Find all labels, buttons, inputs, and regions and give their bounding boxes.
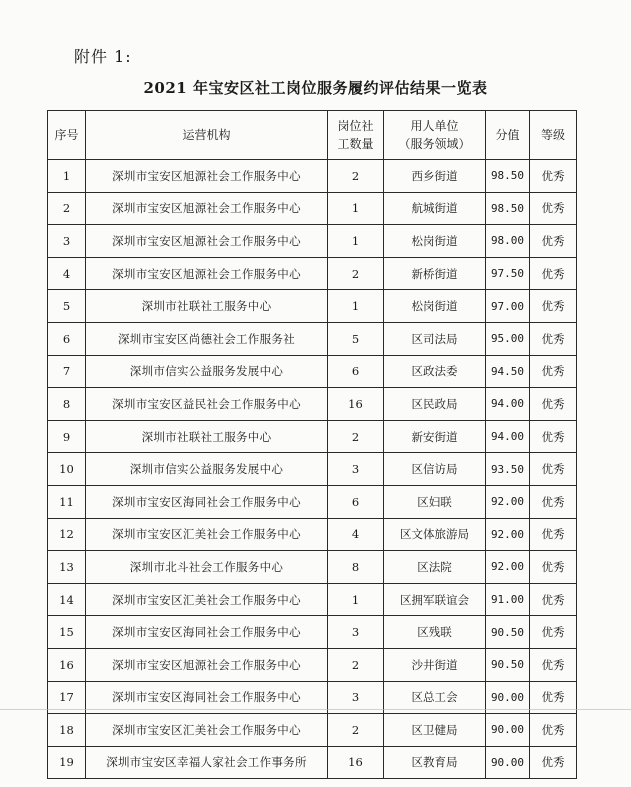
cell-grade: 优秀 xyxy=(530,257,577,290)
table-row xyxy=(48,551,577,584)
cell-seq: 14 xyxy=(48,583,86,616)
table-header-row xyxy=(48,111,577,160)
cell-unit: 区残联 xyxy=(384,616,486,649)
cell-score: 94.00 xyxy=(486,420,530,453)
table-row xyxy=(48,746,577,779)
cell-org: 深圳市宝安区海同社会工作服务中心 xyxy=(86,681,328,714)
cell-grade: 优秀 xyxy=(530,160,577,193)
header-seq: 序号 xyxy=(48,111,86,160)
cell-unit: 区文体旅游局 xyxy=(384,518,486,551)
cell-org: 深圳市宝安区尚德社会工作服务社 xyxy=(86,322,328,355)
cell-score: 90.00 xyxy=(486,681,530,714)
cell-score: 94.50 xyxy=(486,355,530,388)
table-row xyxy=(48,388,577,421)
cell-count: 3 xyxy=(328,681,384,714)
cell-score: 97.00 xyxy=(486,290,530,323)
cell-score: 97.50 xyxy=(486,257,530,290)
cell-grade: 优秀 xyxy=(530,681,577,714)
page-title: 2021 年宝安区社工岗位服务履约评估结果一览表 xyxy=(143,79,488,97)
cell-count: 1 xyxy=(328,225,384,258)
cell-unit: 区信访局 xyxy=(384,453,486,486)
cell-seq: 18 xyxy=(48,714,86,747)
cell-grade: 优秀 xyxy=(530,388,577,421)
cell-grade: 优秀 xyxy=(530,551,577,584)
table-row xyxy=(48,355,577,388)
cell-grade: 优秀 xyxy=(530,290,577,323)
cell-unit: 新桥街道 xyxy=(384,257,486,290)
table-row xyxy=(48,518,577,551)
cell-seq: 11 xyxy=(48,485,86,518)
cell-grade: 优秀 xyxy=(530,420,577,453)
cell-unit: 松岗街道 xyxy=(384,290,486,323)
header-count xyxy=(328,111,384,160)
cell-score: 94.00 xyxy=(486,388,530,421)
cell-count: 2 xyxy=(328,160,384,193)
cell-score: 98.50 xyxy=(486,160,530,193)
cell-grade: 优秀 xyxy=(530,714,577,747)
cell-seq: 9 xyxy=(48,420,86,453)
cell-seq: 1 xyxy=(48,160,86,193)
table-row xyxy=(48,225,577,258)
table-row xyxy=(48,485,577,518)
cell-score: 98.50 xyxy=(486,192,530,225)
header-score: 分值 xyxy=(486,111,530,160)
cell-org: 深圳市社联社工服务中心 xyxy=(86,420,328,453)
table-row xyxy=(48,648,577,681)
cell-seq: 15 xyxy=(48,616,86,649)
cell-grade: 优秀 xyxy=(530,355,577,388)
cell-unit: 区政法委 xyxy=(384,355,486,388)
cell-seq: 13 xyxy=(48,551,86,584)
cell-org: 深圳市宝安区旭源社会工作服务中心 xyxy=(86,648,328,681)
cell-seq: 10 xyxy=(48,453,86,486)
header-unit xyxy=(384,111,486,160)
cell-org: 深圳市北斗社会工作服务中心 xyxy=(86,551,328,584)
cell-score: 90.50 xyxy=(486,648,530,681)
cell-unit: 区拥军联谊会 xyxy=(384,583,486,616)
cell-unit: 松岗街道 xyxy=(384,225,486,258)
cell-org: 深圳市社联社工服务中心 xyxy=(86,290,328,323)
header-grade: 等级 xyxy=(530,111,577,160)
cell-seq: 8 xyxy=(48,388,86,421)
cell-grade: 优秀 xyxy=(530,225,577,258)
cell-count: 6 xyxy=(328,485,384,518)
cell-seq: 5 xyxy=(48,290,86,323)
cell-unit: 区总工会 xyxy=(384,681,486,714)
table-row xyxy=(48,160,577,193)
cell-grade: 优秀 xyxy=(530,518,577,551)
cell-grade: 优秀 xyxy=(530,648,577,681)
header-unit-line2: （服务领域） xyxy=(398,137,471,151)
cell-seq: 16 xyxy=(48,648,86,681)
cell-unit: 区法院 xyxy=(384,551,486,584)
cell-seq: 12 xyxy=(48,518,86,551)
table-row xyxy=(48,257,577,290)
table-row xyxy=(48,616,577,649)
cell-org: 深圳市宝安区汇美社会工作服务中心 xyxy=(86,518,328,551)
results-table xyxy=(47,110,577,779)
table-row xyxy=(48,420,577,453)
cell-unit: 沙井街道 xyxy=(384,648,486,681)
cell-count: 4 xyxy=(328,518,384,551)
cell-org: 深圳市宝安区汇美社会工作服务中心 xyxy=(86,714,328,747)
cell-seq: 2 xyxy=(48,192,86,225)
cell-unit: 区教育局 xyxy=(384,746,486,779)
cell-count: 8 xyxy=(328,551,384,584)
cell-unit: 区司法局 xyxy=(384,322,486,355)
cell-count: 1 xyxy=(328,583,384,616)
cell-count: 3 xyxy=(328,616,384,649)
cell-count: 3 xyxy=(328,453,384,486)
cell-unit: 区民政局 xyxy=(384,388,486,421)
margin-guide-line xyxy=(0,709,631,710)
cell-count: 2 xyxy=(328,420,384,453)
cell-score: 92.00 xyxy=(486,551,530,584)
cell-score: 90.50 xyxy=(486,616,530,649)
header-count-line1: 岗位社 xyxy=(337,119,374,133)
header-count-line2: 工数量 xyxy=(337,137,374,151)
cell-unit: 区卫健局 xyxy=(384,714,486,747)
table-row xyxy=(48,290,577,323)
cell-grade: 优秀 xyxy=(530,485,577,518)
cell-org: 深圳市信实公益服务发展中心 xyxy=(86,355,328,388)
table-row xyxy=(48,583,577,616)
cell-score: 95.00 xyxy=(486,322,530,355)
header-org: 运营机构 xyxy=(86,111,328,160)
cell-org: 深圳市宝安区旭源社会工作服务中心 xyxy=(86,192,328,225)
cell-unit: 区妇联 xyxy=(384,485,486,518)
cell-seq: 3 xyxy=(48,225,86,258)
cell-count: 2 xyxy=(328,257,384,290)
cell-unit: 西乡街道 xyxy=(384,160,486,193)
cell-grade: 优秀 xyxy=(530,453,577,486)
cell-unit: 新安街道 xyxy=(384,420,486,453)
table-row xyxy=(48,192,577,225)
cell-count: 16 xyxy=(328,746,384,779)
cell-seq: 4 xyxy=(48,257,86,290)
cell-org: 深圳市宝安区旭源社会工作服务中心 xyxy=(86,160,328,193)
cell-grade: 优秀 xyxy=(530,616,577,649)
cell-count: 1 xyxy=(328,192,384,225)
cell-score: 93.50 xyxy=(486,453,530,486)
cell-count: 1 xyxy=(328,290,384,323)
cell-score: 92.00 xyxy=(486,518,530,551)
cell-score: 92.00 xyxy=(486,485,530,518)
cell-count: 5 xyxy=(328,322,384,355)
cell-count: 2 xyxy=(328,648,384,681)
cell-seq: 7 xyxy=(48,355,86,388)
cell-score: 91.00 xyxy=(486,583,530,616)
cell-grade: 优秀 xyxy=(530,746,577,779)
cell-org: 深圳市宝安区幸福人家社会工作事务所 xyxy=(86,746,328,779)
cell-org: 深圳市信实公益服务发展中心 xyxy=(86,453,328,486)
cell-seq: 19 xyxy=(48,746,86,779)
cell-score: 90.00 xyxy=(486,746,530,779)
table-row xyxy=(48,714,577,747)
cell-count: 16 xyxy=(328,388,384,421)
cell-count: 2 xyxy=(328,714,384,747)
cell-grade: 优秀 xyxy=(530,322,577,355)
cell-org: 深圳市宝安区海同社会工作服务中心 xyxy=(86,616,328,649)
cell-count: 6 xyxy=(328,355,384,388)
table-body xyxy=(48,160,577,779)
header-unit-line1: 用人单位 xyxy=(410,119,459,133)
cell-org: 深圳市宝安区旭源社会工作服务中心 xyxy=(86,225,328,258)
cell-score: 98.00 xyxy=(486,225,530,258)
cell-score: 90.00 xyxy=(486,714,530,747)
cell-grade: 优秀 xyxy=(530,583,577,616)
table-row xyxy=(48,453,577,486)
cell-grade: 优秀 xyxy=(530,192,577,225)
table-row xyxy=(48,322,577,355)
cell-unit: 航城街道 xyxy=(384,192,486,225)
cell-seq: 17 xyxy=(48,681,86,714)
cell-seq: 6 xyxy=(48,322,86,355)
attachment-label: 附件 1: xyxy=(74,47,132,66)
cell-org: 深圳市宝安区汇美社会工作服务中心 xyxy=(86,583,328,616)
cell-org: 深圳市宝安区益民社会工作服务中心 xyxy=(86,388,328,421)
cell-org: 深圳市宝安区海同社会工作服务中心 xyxy=(86,485,328,518)
cell-org: 深圳市宝安区旭源社会工作服务中心 xyxy=(86,257,328,290)
